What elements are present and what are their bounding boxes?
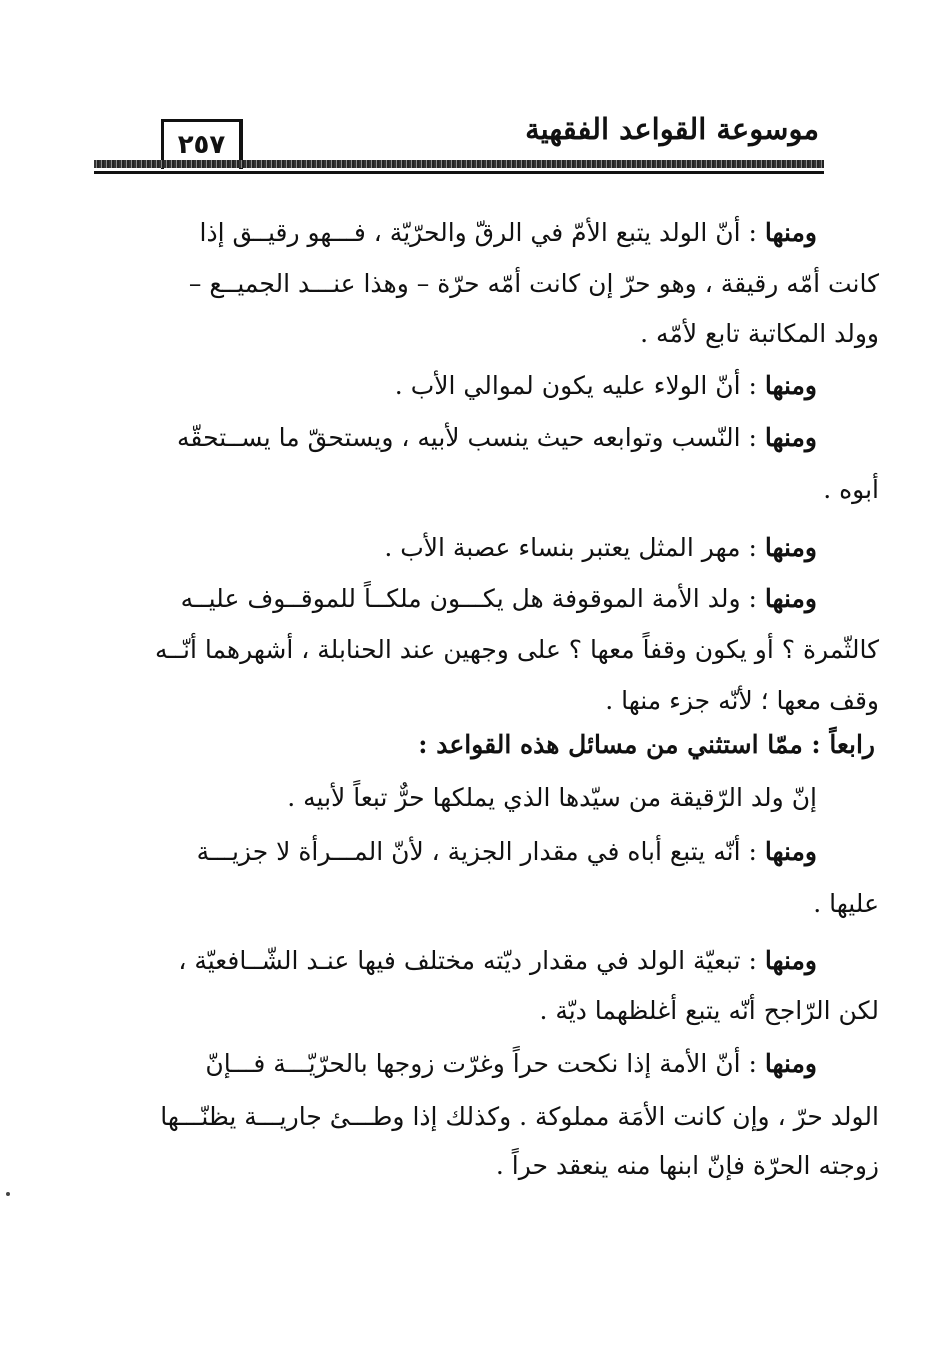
lead-word: ومنها: [764, 584, 817, 613]
header-rule: [94, 160, 824, 168]
text-line: [17, 573, 817, 625]
lead-word: ومنها: [764, 533, 817, 562]
text-line: [17, 360, 817, 412]
text-line: إنّ ولد الرّقيقة من سيّدها الذي يملكها حرٌّ تبعاً لأبيه .: [287, 783, 817, 812]
lead-word: ومنها: [764, 946, 817, 975]
header-rule-thin: [94, 171, 824, 174]
text-line: أبوه .: [823, 475, 879, 504]
text-line: كالثّمرة ؟ أو يكون وقفاً معها ؟ على وجهين عند الحنابلة ، أشهرهما أنّــه: [154, 635, 879, 664]
line-text: : أنّه يتبع أباه في مقدار الجزية ، لأنّ المـــرأة لا جزيـــة: [196, 837, 765, 866]
text-line: كانت أمّه رقيقة ، وهو حرّ إن كانت أمّه حرّة – وهذا عنـــد الجميــع –: [188, 269, 879, 298]
line-text: : أنّ الولاء عليه يكون لموالي الأب .: [394, 371, 765, 400]
line-text: : النّسب وتوابعه حيث ينسب لأبيه ، ويستحقّ ما يســتحقّه: [177, 423, 765, 452]
text-line: [17, 412, 817, 464]
margin-mark: [6, 1192, 10, 1196]
text-line: [17, 826, 817, 878]
text-line: [17, 207, 817, 259]
text-line: لكن الرّاجح أنّه يتبع أغلظهما ديّة .: [539, 996, 879, 1025]
lead-word: ومنها: [764, 218, 817, 247]
text-line: زوجته الحرّة فإنّ ابنها منه ينعقد حراً .: [495, 1151, 879, 1180]
lead-word: ومنها: [764, 1049, 817, 1078]
section-heading: رابعاً : ممّا استثني من مسائل هذه القواعد :: [418, 730, 875, 759]
text-line: [75, 719, 875, 771]
line-text: : تبعيّة الولد في مقدار ديّته مختلف فيها عنـد الشّــافعيّة ،: [178, 946, 765, 975]
lead-word: ومنها: [764, 423, 817, 452]
line-text: : ولد الأمة الموقوفة هل يكـــون ملكــاً للموقــوف عليــه: [180, 584, 765, 613]
text-line: الولد حرّ ، وإن كانت الأمَة مملوكة . وكذلك إذا وطـــئ جاريـــة يظنّـــها: [160, 1102, 879, 1131]
line-text: : أنّ الأمة إذا نكحت حراً وغرّت زوجها بالحرّيّـــة فـــإنّ: [205, 1049, 765, 1078]
text-line: [17, 522, 817, 574]
text-line: وولد المكاتبة تابع لأمّه .: [640, 319, 879, 348]
lead-word: ومنها: [764, 371, 817, 400]
text-line: عليها .: [813, 889, 879, 918]
text-line: [17, 1038, 817, 1090]
text-line: [17, 935, 817, 987]
lead-word: ومنها: [764, 837, 817, 866]
line-text: : أنّ الولد يتبع الأمّ في الرقّ والحرّيّة ، فـــهو رقيــق إذا: [199, 218, 765, 247]
text-line: وقف معها ؛ لأنّه جزء منها .: [605, 686, 879, 715]
page-number: ٢٥٧: [161, 119, 243, 169]
running-header-title: موسوعة القواعد الفقهية: [525, 112, 819, 146]
line-text: : مهر المثل يعتبر بنساء عصبة الأب .: [384, 533, 765, 562]
